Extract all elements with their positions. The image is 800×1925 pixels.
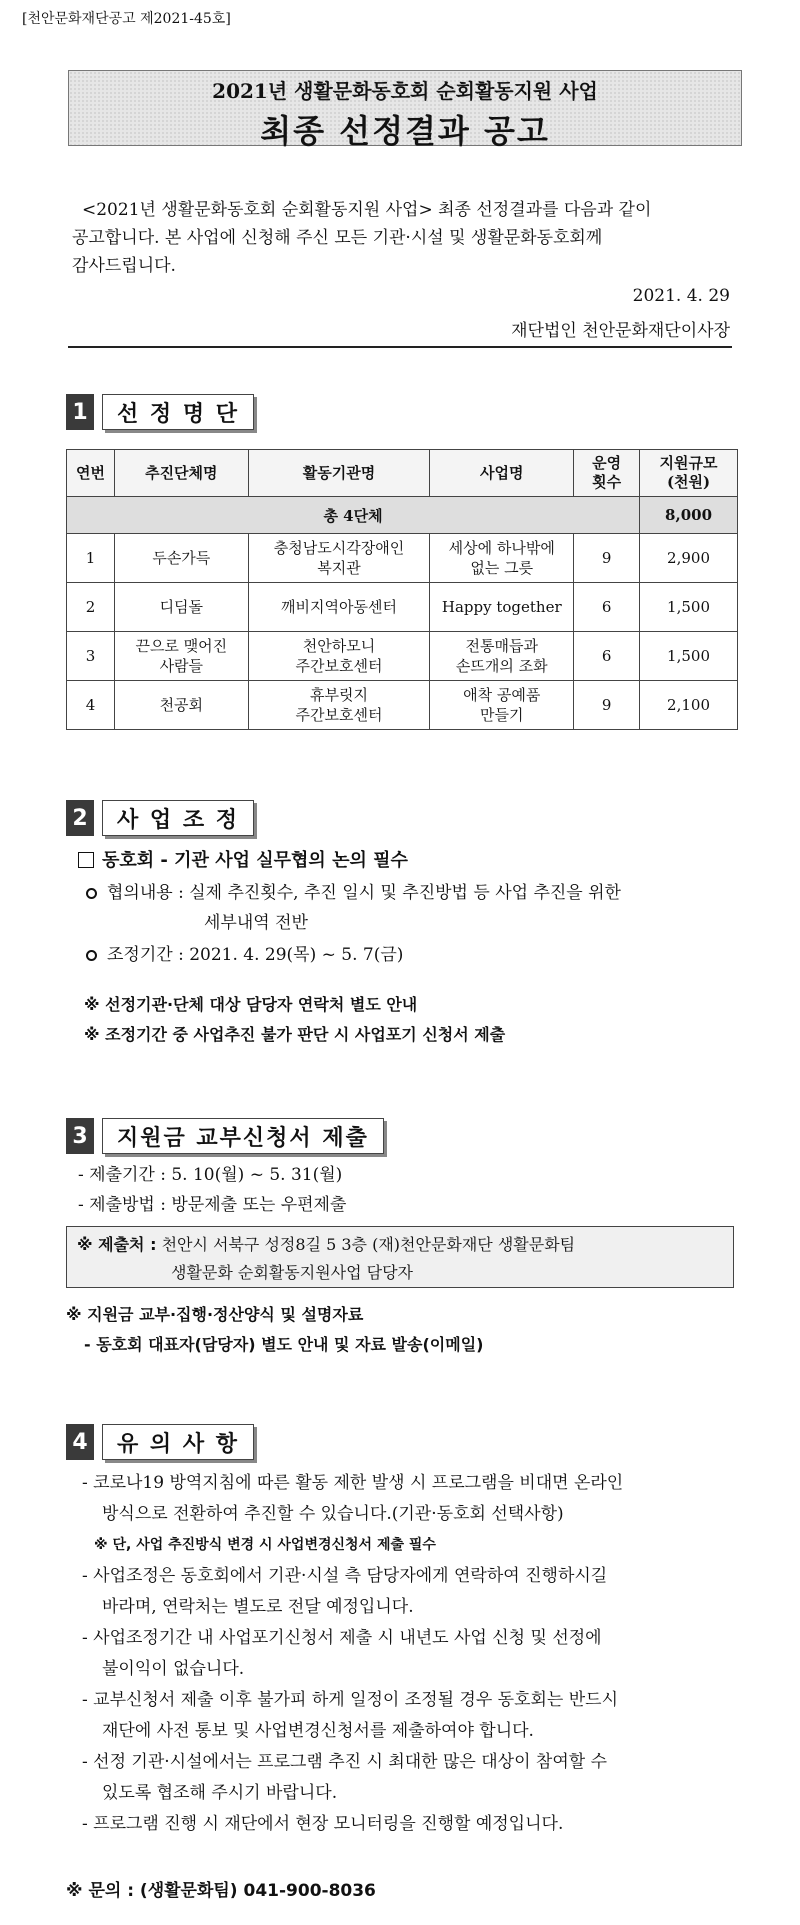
s4-i1-note: ※ 단, 사업 추진방식 변경 시 사업변경신청서 제출 필수 [94, 1537, 436, 1553]
table-header-row [67, 450, 738, 497]
cell-no: 4 [67, 681, 115, 730]
cell-project: 세상에 하나밖에 없는 그릇 [430, 534, 574, 583]
intro-line1: <2021년 생활문화동호회 순회활동지원 사업> 최종 선정결과를 다음과 같이 [82, 200, 652, 220]
header-count: 운영 횟수 [574, 450, 640, 497]
s4-i6: - 프로그램 진행 시 재단에서 현장 모니터링을 진행할 예정입니다. [82, 1814, 564, 1834]
submission-address: 천안시 서북구 성정8길 5 3층 (재)천안문화재단 생활문화팀 [161, 1235, 576, 1254]
cell-count: 6 [574, 632, 640, 681]
s4-i5-line2: 있도록 협조해 주시기 바랍니다. [102, 1783, 338, 1803]
header-project: 사업명 [430, 450, 574, 497]
cell-group: 천공회 [114, 681, 248, 730]
s4-i4-line1: - 교부신청서 제출 이후 불가피 하게 일정이 조정될 경우 동호회는 반드시 [82, 1690, 619, 1710]
cell-no: 2 [67, 583, 115, 632]
s4-i1-line1: - 코로나19 방역지침에 따른 활동 제한 발생 시 프로그램을 비대면 온라인 [82, 1473, 624, 1493]
notice-number: [천안문화재단공고 제2021-45호] [22, 11, 231, 27]
header-org: 활동기관명 [248, 450, 430, 497]
cell-amount: 1,500 [640, 632, 738, 681]
s2-heading-text: 동호회 - 기관 사업 실무협의 논의 필수 [102, 850, 408, 871]
s2-bullet-2 [86, 940, 403, 970]
s2-note-1: ※ 선정기관·단체 대상 담당자 연락처 별도 안내 [84, 995, 418, 1014]
header-no: 연번 [67, 450, 115, 497]
cell-no: 3 [67, 632, 115, 681]
s2-heading [78, 846, 408, 876]
table-row [67, 534, 738, 583]
s2-b1-line2: 세부내역 전반 [204, 913, 308, 933]
section-label: 지원금 교부신청서 제출 [102, 1118, 384, 1154]
cell-amount: 1,500 [640, 583, 738, 632]
cell-project: 애착 공예품 만들기 [430, 681, 574, 730]
total-row [67, 497, 738, 534]
table-row [67, 583, 738, 632]
cell-amount: 2,900 [640, 534, 738, 583]
section-label: 사 업 조 정 [102, 800, 254, 836]
section-number: 2 [66, 800, 94, 836]
cell-org: 깨비지역아동센터 [248, 583, 430, 632]
section-number: 1 [66, 394, 94, 430]
cell-group: 끈으로 맺어진 사람들 [114, 632, 248, 681]
total-value: 8,000 [640, 497, 738, 534]
total-label: 총 4단체 [67, 497, 640, 534]
circle-bullet-icon [86, 950, 97, 961]
submission-box [66, 1226, 734, 1288]
s4-i3-line1: - 사업조정기간 내 사업포기신청서 제출 시 내년도 사업 신청 및 선정에 [82, 1628, 602, 1648]
intro-text [72, 196, 732, 280]
checkbox-square-icon [78, 852, 94, 868]
cell-org: 충청남도시각장애인 복지관 [248, 534, 430, 583]
section-label: 유 의 사 항 [102, 1424, 254, 1460]
intro-line2: 공고합니다. 본 사업에 신청해 주신 모든 기관·시설 및 생활문화동호회께 [72, 228, 603, 248]
cell-amount: 2,100 [640, 681, 738, 730]
section-label: 선 정 명 단 [102, 394, 254, 430]
contact-info: ※ 문의 : (생활문화팀) 041-900-8036 [66, 1881, 376, 1901]
s3-period: - 제출기간 : 5. 10(월) ~ 5. 31(월) [78, 1165, 343, 1185]
cell-count: 9 [574, 534, 640, 583]
section-number: 3 [66, 1118, 94, 1154]
cell-no: 1 [67, 534, 115, 583]
title-line1: 2021년 생활문화동호회 순회활동지원 사업 [212, 79, 598, 103]
cell-group: 두손가득 [114, 534, 248, 583]
submission-label: ※ 제출처 : [77, 1235, 157, 1254]
submission-contact: 생활문화 순회활동지원사업 담당자 [171, 1263, 414, 1282]
s4-i2-line2: 바라며, 연락처는 별도로 전달 예정입니다. [102, 1597, 414, 1617]
s2-b1-line1: 협의내용 : 실제 추진횟수, 추진 일시 및 추진방법 등 사업 추진을 위한 [107, 883, 621, 903]
s4-i3-line2: 불이익이 없습니다. [102, 1659, 245, 1679]
section-3-heading [66, 1118, 384, 1154]
signer: 재단법인 천안문화재단이사장 [511, 321, 730, 341]
notice-date: 2021. 4. 29 [632, 286, 730, 306]
cell-group: 디딤돌 [114, 583, 248, 632]
selection-table [66, 449, 738, 730]
section-4-heading [66, 1424, 254, 1460]
title-box [68, 70, 742, 150]
s3-note-2: - 동호회 대표자(담당자) 별도 안내 및 자료 발송(이메일) [84, 1335, 484, 1354]
s4-i4-line2: 재단에 사전 통보 및 사업변경신청서를 제출하여야 합니다. [102, 1721, 534, 1741]
cell-org: 천안하모니 주간보호센터 [248, 632, 430, 681]
s2-b2-text: 조정기간 : 2021. 4. 29(목) ~ 5. 7(금) [107, 945, 404, 965]
section-2-heading [66, 800, 254, 836]
table-row [67, 681, 738, 730]
header-group: 추진단체명 [114, 450, 248, 497]
s3-note-1: ※ 지원금 교부·집행·정산양식 및 설명자료 [66, 1305, 364, 1324]
s2-bullet-1 [86, 878, 736, 938]
section-1-heading [66, 394, 254, 430]
s4-i1-line2: 방식으로 전환하여 추진할 수 있습니다.(기관·동호회 선택사항) [102, 1504, 564, 1524]
s4-i2-line1: - 사업조정은 동호회에서 기관·시설 측 담당자에게 연락하여 진행하시길 [82, 1566, 608, 1586]
section-number: 4 [66, 1424, 94, 1460]
divider [68, 346, 732, 348]
cell-project: 전통매듭과 손뜨개의 조화 [430, 632, 574, 681]
s4-items [82, 1468, 742, 1840]
header-amount: 지원규모 (천원) [640, 450, 738, 497]
s3-method: - 제출방법 : 방문제출 또는 우편제출 [78, 1195, 347, 1215]
cell-count: 9 [574, 681, 640, 730]
intro-line3: 감사드립니다. [72, 256, 176, 276]
cell-org: 휴부릿지 주간보호센터 [248, 681, 430, 730]
circle-bullet-icon [86, 888, 97, 899]
table-row [67, 632, 738, 681]
s4-i5-line1: - 선정 기관·시설에서는 프로그램 추진 시 최대한 많은 대상이 참여할 수 [82, 1752, 608, 1772]
cell-count: 6 [574, 583, 640, 632]
cell-project: Happy together [430, 583, 574, 632]
s2-note-2: ※ 조정기간 중 사업추진 불가 판단 시 사업포기 신청서 제출 [84, 1025, 506, 1044]
page-title: 최종 선정결과 공고 [260, 112, 550, 150]
